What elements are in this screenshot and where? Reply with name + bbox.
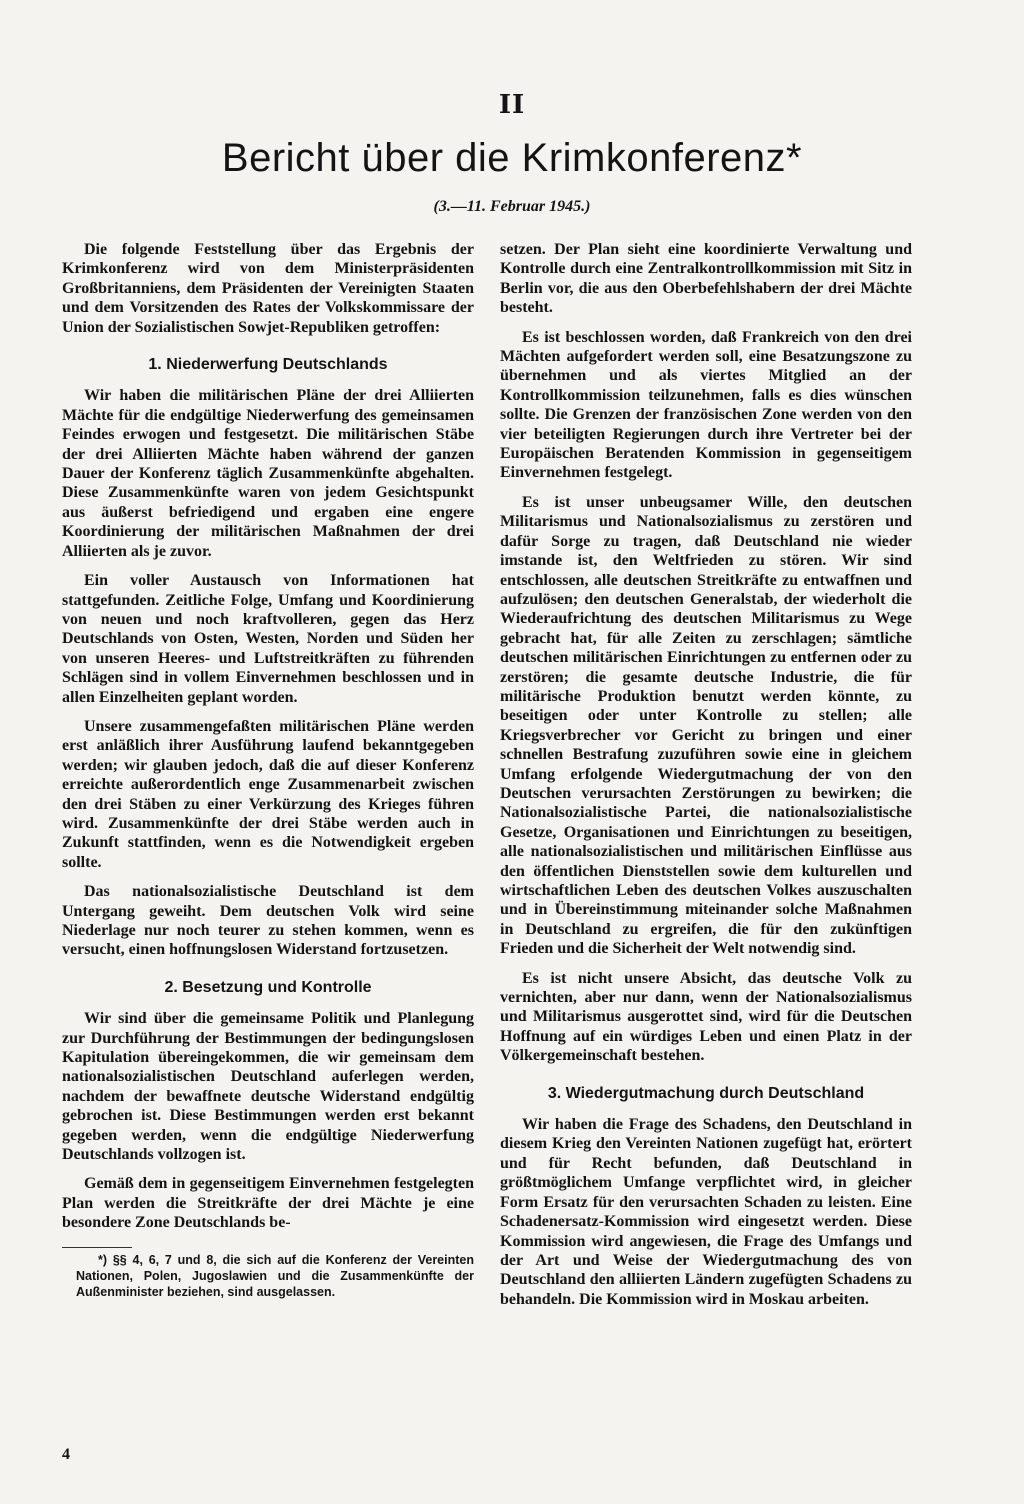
intro-paragraph: Die folgende Feststellung über das Ergebnis der Krimkonferenz wird von dem Ministerpräsidenten Großbritanniens, dem Präsidenten der Vereinigten Staaten und dem Vorsitzenden des Rates der Volkskommissare der Union der Sozialistischen Sowjet-Republiken getroffen: — [62, 241, 474, 336]
document-date: (3.—11. Februar 1945.) — [433, 198, 591, 215]
page-number: 4 — [62, 1446, 70, 1463]
section-3-heading: 3. Wiedergutmachung durch Deutschland — [547, 1084, 865, 1102]
footnote-divider — [62, 1247, 132, 1248]
section-2-paragraph-1: Wir sind über die gemeinsame Politik und Planlegung zur Durchführung der Bestimmungen der bedingungslosen Kapitulation übereingekommen, die wir gemeinsam dem nationalsozialistischen Deutschland auferlegen werden, nachdem der bewaffnete deutsche Widerstand endgültig gebrochen ist. Diese Bestimmungen werden erst bekannt gegeben werden, wenn die endgültige Niederwerfung Deutschlands vollzogen ist. — [62, 1010, 474, 1164]
section-2-paragraph-2: Gemäß dem in gegenseitigem Einvernehmen festgelegten Plan werden die Streitkräfte der drei Mächte je eine besondere Zone Deutschlands be- — [62, 1175, 474, 1232]
section-1-paragraph-1: Wir haben die militärischen Pläne der drei Alliierten Mächte für die endgültige Niederwerfung des gemeinsamen Feindes erwogen und festgesetzt. Die militärischen Stäbe der drei Alliierten Mächte haben während der ganzen Dauer der Konferenz täglich Zusammenkünfte abgehalten. Diese Zusammenkünfte waren von jedem Gesichtspunkt aus äußerst befriedigend und ergaben eine engere Koordinierung der militärischen Maßnahmen der drei Alliierten als je zuvor. — [62, 387, 474, 560]
section-1-paragraph-2: Ein voller Austausch von Informationen hat stattgefunden. Zeitliche Folge, Umfang und Koordinierung von neuen und noch kraftvolleren, gegen das Herz Deutschlands von Osten, Westen, Norden und Süden her von unseren Heeres- und Luftstreitkräften zu führenden Schlägen sind in vollem Einvernehmen beschlossen und in allen Einzelheiten geplant worden. — [62, 572, 474, 706]
section-2-paragraph-4: Es ist unser unbeugsamer Wille, den deutschen Militarismus und Nationalsozialismus zu zerstören und dafür Sorge zu tragen, daß Deutschland nie wieder imstande ist, den Weltfrieden zu stören. Wir sind entschlossen, alle deutschen Streitkräfte zu entwaffnen und aufzulösen; den deutschen Generalstab, der wiederholt die Wiederaufrichtung des deutschen Militarismus zu Wege gebracht hat, für alle Zeiten zu zerschlagen; sämtliche deutschen militärischen Einrichtungen zu entfernen oder zu zerstören; die gesamte deutsche Industrie, die für militärische Produktion benutzt werden könnte, zu beseitigen oder unter Kontrolle zu stellen; alle Kriegsverbrecher vor Gericht zu bringen und einer schnellen Bestrafung zuzuführen sowie eine in gleichem Umfang erfolgende Wiedergutmachung der von den Deutschen verursachten Zerstörungen zu bewirken; die Nationalsozialistische Partei, die nationalsozialistische Gesetze, Organisationen und Einrichtungen zu beseitigen, alle nationalsozialistischen und militärischen Einflüsse aus den öffentlichen Dienststellen sowie dem kulturellen und wirtschaftlichen Leben des deutschen Volkes auszuschalten und in Übereinstimmung miteinander solche Maßnahmen in Deutschland zu ergreifen, die für den zukünftigen Frieden und die Sicherheit der Welt notwendig sind. — [500, 493, 912, 958]
section-2-paragraph-2-continued: setzen. Der Plan sieht eine koordinierte Verwaltung und Kontrolle durch eine Zentralkontrollkommission mit Sitz in Berlin vor, die aus den Oberbefehlshabern der drei Mächte besteht. — [500, 241, 912, 317]
section-1-paragraph-4: Das nationalsozialistische Deutschland ist dem Untergang geweiht. Dem deutschen Volk wird seine Niederlage nur noch teurer zu stehen kommen, wenn es versucht, einen hoffnungslosen Widerstand fortzusetzen. — [62, 883, 474, 959]
section-3-paragraph-1: Wir haben die Frage des Schadens, den Deutschland in diesem Krieg den Vereinten Nationen zugefügt hat, erörtert und für Recht befunden, daß Deutschland in größtmöglichem Umfange verpflichtet wird, in gleicher Form Ersatz für den verursachten Schaden zu leisten. Eine Schadenersatz-Kommission wird eingesetzt werden. Diese Kommission wird angewiesen, die Frage des Umfangs und der Art und Weise der Wiedergutmachung des von Deutschland den alliierten Ländern zugefügten Schadens zu behandeln. Die Kommission wird in Moskau arbeiten. — [500, 1116, 912, 1308]
document-title: Bericht über die Krimkonferenz* — [221, 136, 803, 180]
section-2-paragraph-5: Es ist nicht unsere Absicht, das deutsche Volk zu vernichten, aber nur dann, wenn der Nationalsozialismus und Militarismus ausgerottet sind, wird für die Deutschen Hoffnung auf ein würdiges Leben und einen Platz in der Völkergemeinschaft bestehen. — [500, 969, 912, 1065]
section-2-paragraph-3: Es ist beschlossen worden, daß Frankreich von den drei Mächten aufgefordert werden soll, eine Besatzungszone zu übernehmen und als viertes Mitglied an der Kontrollkommission teilzunehmen, falls es dies wünschen sollte. Die Grenzen der französischen Zone werden von den vier beteiligten Regierungen durch ihre Vertreter bei der Europäischen Beratenden Kommission in gegenseitigem Einvernehmen festgelegt. — [500, 328, 912, 482]
chapter-number: II — [498, 90, 526, 120]
right-column — [500, 240, 912, 1319]
section-2-heading: 2. Besetzung und Kontrolle — [164, 978, 372, 996]
left-column — [62, 240, 474, 1310]
footnote: *) §§ 4, 6, 7 und 8, die sich auf die Konferenz der Vereinten Nationen, Polen, Jugoslawien und die Zusammenkünfte der Außenminister beziehen, sind ausgelassen. — [76, 1252, 474, 1299]
section-1-paragraph-3: Unsere zusammengefaßten militärischen Pläne werden erst anläßlich ihrer Ausführung laufend bekanntgegeben werden; wir glauben jedoch, daß die auf dieser Konferenz erreichte außerordentlich enge Zusammenarbeit zwischen den drei Stäben zu einer Verkürzung des Krieges führen wird. Zusammenkünfte der drei Stäbe werden auch in Zukunft stattfinden, wenn es die Notwendigkeit ergeben sollte. — [62, 717, 474, 871]
section-1-heading: 1. Niederwerfung Deutschlands — [148, 356, 388, 374]
